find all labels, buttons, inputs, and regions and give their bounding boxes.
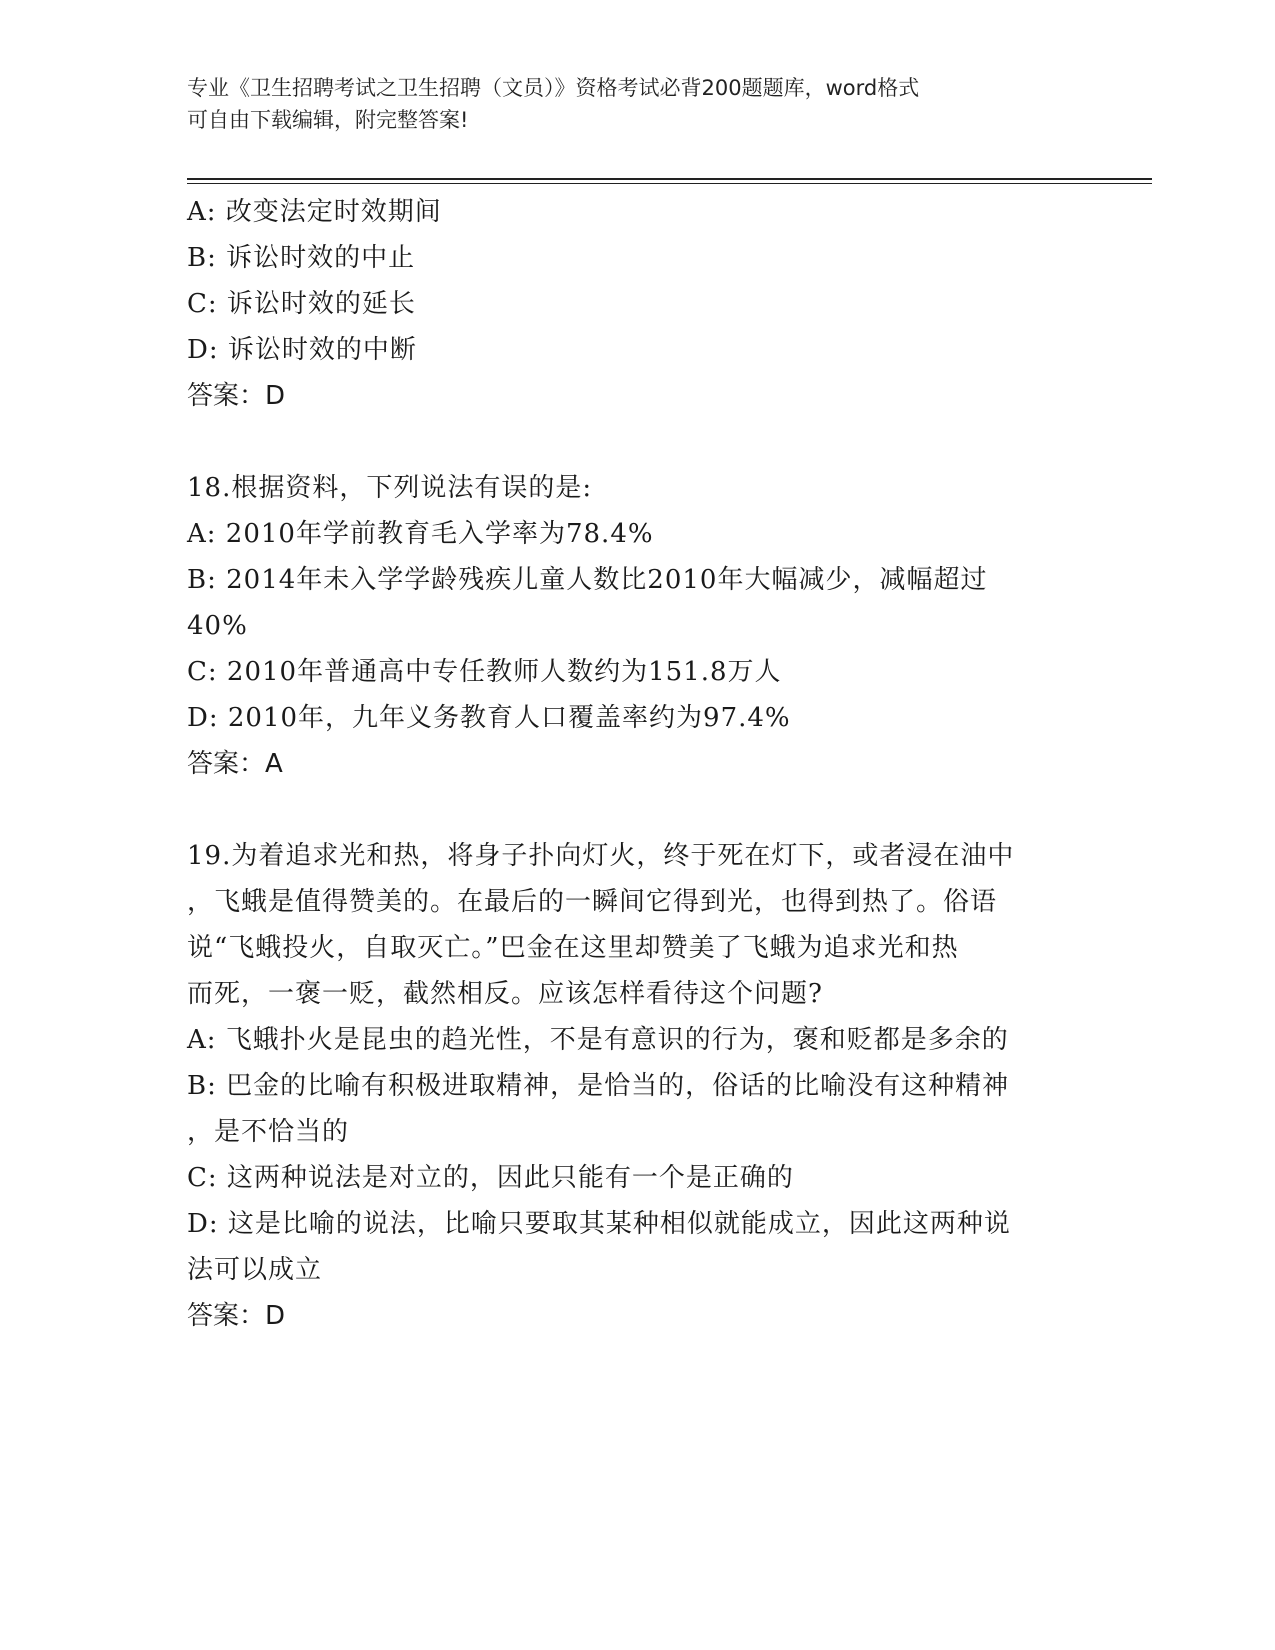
q19-question-line-2: ，飞蛾是值得赞美的。在最后的一瞬间它得到光，也得到热了。俗语 — [187, 887, 998, 917]
q18-question: 18.根据资料，下列说法有误的是: — [187, 473, 593, 503]
q17-answer: 答案：D — [187, 381, 286, 411]
q18-answer: 答案：A — [187, 749, 283, 779]
q19-option-b: B: 巴金的比喻有积极进取精神，是恰当的，俗话的比喻没有这种精神 — [187, 1071, 1010, 1101]
question-18 — [187, 465, 1087, 787]
spacer — [187, 419, 1087, 465]
q19-option-c: C: 这两种说法是对立的，因此只能有一个是正确的 — [187, 1163, 794, 1193]
q18-option-b: B: 2014年未入学学龄残疾儿童人数比2010年大幅减少，减幅超过 — [187, 565, 988, 595]
q19-option-a: A: 飞蛾扑火是昆虫的趋光性，不是有意识的行为，褒和贬都是多余的 — [187, 1025, 1009, 1055]
question-17 — [187, 189, 1087, 419]
header-divider-thin — [187, 183, 1152, 184]
q19-question-line-4: 而死，一褒一贬，截然相反。应该怎样看待这个问题? — [187, 979, 823, 1009]
q19-option-b-cont: ，是不恰当的 — [187, 1117, 350, 1147]
header-divider-thick — [187, 178, 1152, 180]
q19-question-line-3: 说“飞蛾投火，自取灭亡。”巴金在这里却赞美了飞蛾为追求光和热 — [187, 933, 959, 963]
spacer — [187, 787, 1087, 833]
q19-option-d-cont: 法可以成立 — [187, 1255, 323, 1285]
header-line-1: 专业《卫生招聘考试之卫生招聘（文员）》资格考试必背200题题库，word格式 — [187, 76, 920, 100]
q18-option-d: D: 2010年，九年义务教育人口覆盖率约为97.4% — [187, 703, 791, 733]
header-line-2: 可自由下载编辑，附完整答案! — [187, 108, 469, 132]
q18-option-b-cont: 40% — [187, 611, 248, 641]
question-19 — [187, 833, 1087, 1339]
document-header — [187, 72, 1087, 136]
q18-option-a: A: 2010年学前教育毛入学率为78.4% — [187, 519, 654, 549]
q17-option-a: A: 改变法定时效期间 — [187, 197, 442, 227]
q19-question-line-1: 19.为着追求光和热，将身子扑向灯火，终于死在灯下，或者浸在油中 — [187, 841, 1015, 871]
document-body — [187, 189, 1087, 1339]
q17-option-b: B: 诉讼时效的中止 — [187, 243, 416, 273]
q17-option-d: D: 诉讼时效的中断 — [187, 335, 417, 365]
q19-answer: 答案：D — [187, 1301, 286, 1331]
q17-option-c: C: 诉讼时效的延长 — [187, 289, 416, 319]
q19-option-d: D: 这是比喻的说法，比喻只要取其某种相似就能成立，因此这两种说 — [187, 1209, 1011, 1239]
q18-option-c: C: 2010年普通高中专任教师人数约为151.8万人 — [187, 657, 782, 687]
